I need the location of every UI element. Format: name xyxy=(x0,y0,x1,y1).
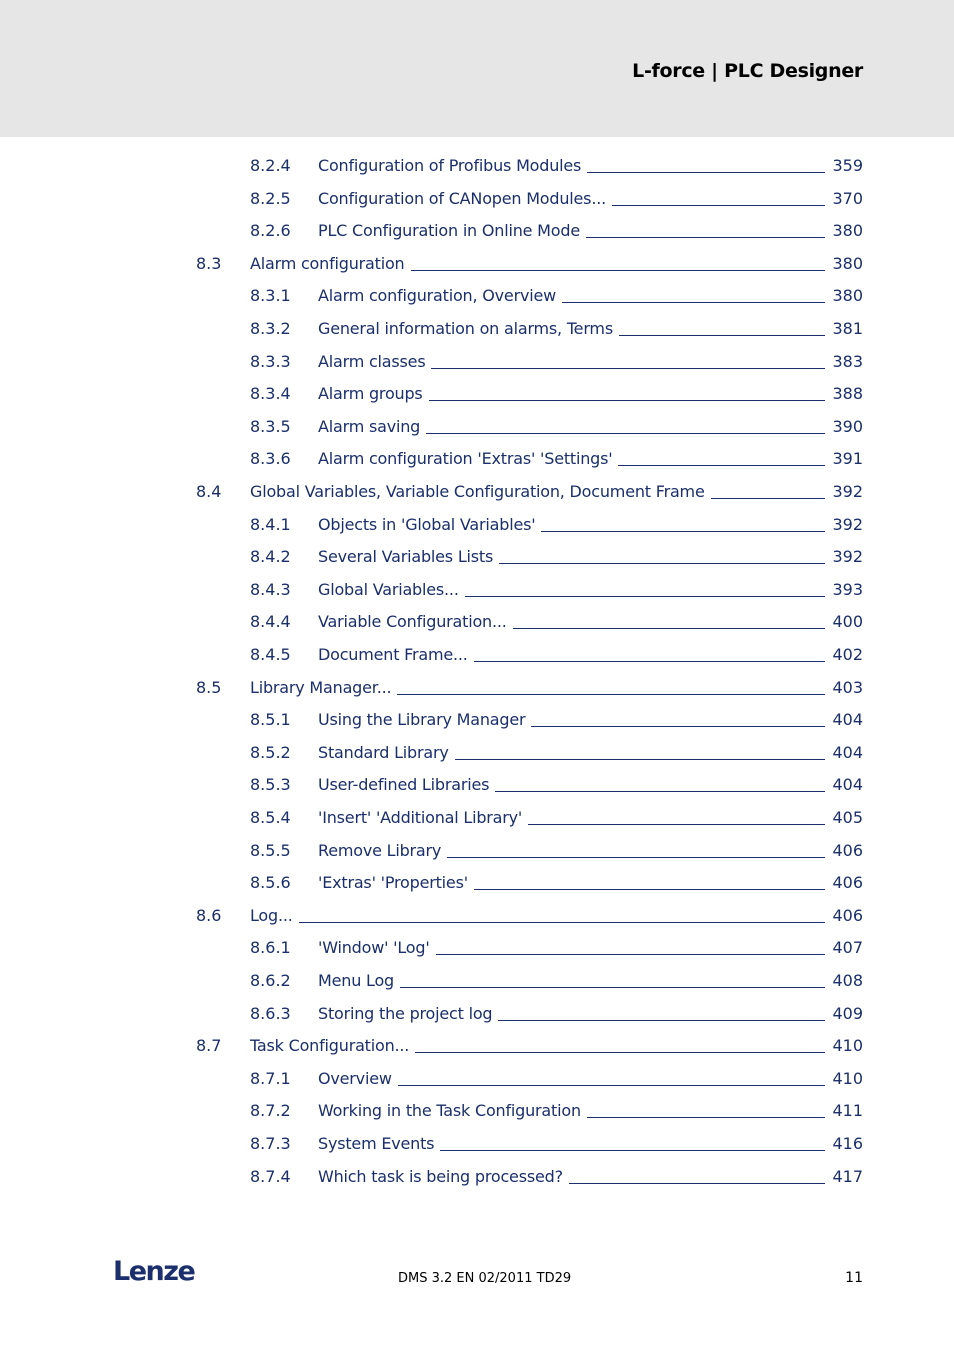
toc-entry-title: Variable Configuration... xyxy=(318,612,507,632)
toc-leader-line xyxy=(400,987,825,988)
toc-entry-number: 8.7.3 xyxy=(250,1134,291,1153)
toc-entry-page: 411 xyxy=(832,1101,863,1121)
toc-entry-title: Working in the Task Configuration xyxy=(318,1101,581,1121)
toc-entry-page: 402 xyxy=(832,645,863,664)
toc-entry-page: 381 xyxy=(832,319,863,338)
toc-entry-number: 8.4.2 xyxy=(250,547,291,567)
toc-entry-number: 8.2.5 xyxy=(250,188,291,208)
toc-entry-number: 8.3.4 xyxy=(250,384,291,404)
toc-entry-page: 404 xyxy=(832,710,863,730)
toc-entry-page: 400 xyxy=(832,612,863,632)
toc-entry[interactable] xyxy=(0,969,954,993)
toc-entry-title: Configuration of CANopen Modules... xyxy=(318,188,606,208)
toc-entry-title: Configuration of Profibus Modules xyxy=(318,156,582,175)
toc-entry[interactable] xyxy=(0,578,954,602)
toc-leader-line xyxy=(465,596,825,597)
toc-leader-line xyxy=(474,661,825,662)
toc-entry-title: Task Configuration... xyxy=(250,1036,410,1056)
toc-leader-line xyxy=(587,172,825,173)
toc-entry[interactable] xyxy=(0,610,954,634)
toc-entry-number: 8.3.3 xyxy=(250,351,291,371)
toc-leader-line xyxy=(495,791,825,792)
toc-leader-line xyxy=(398,1085,825,1086)
toc-entry-number: 8.4.3 xyxy=(250,579,291,599)
toc-entry-title: User-defined Libraries xyxy=(318,775,490,795)
toc-entry[interactable] xyxy=(0,382,954,406)
toc-entry-page: 404 xyxy=(832,775,863,795)
toc-entry[interactable] xyxy=(0,1067,954,1091)
toc-entry[interactable] xyxy=(0,1034,954,1058)
toc-entry-page: 407 xyxy=(832,938,863,958)
page-header xyxy=(0,0,954,137)
toc-entry-page: 417 xyxy=(832,1166,863,1186)
toc-leader-line xyxy=(586,237,825,238)
toc-entry-page: 406 xyxy=(832,840,863,860)
toc-entry-title: Alarm saving xyxy=(318,416,421,436)
toc-leader-line xyxy=(429,400,825,401)
toc-leader-line xyxy=(415,1052,825,1053)
toc-leader-line xyxy=(455,759,825,760)
toc-entry[interactable] xyxy=(0,741,954,765)
page-number: 11 xyxy=(845,1270,863,1286)
toc-entry-page: 380 xyxy=(832,286,863,306)
toc-entry-title: Library Manager... xyxy=(250,677,392,697)
toc-entry[interactable] xyxy=(0,284,954,308)
toc-leader-line xyxy=(569,1183,825,1184)
toc-entry[interactable] xyxy=(0,219,954,243)
toc-entry-number: 8.7.1 xyxy=(250,1068,291,1088)
toc-entry-number: 8.4.1 xyxy=(250,514,291,534)
toc-leader-line xyxy=(618,465,825,466)
toc-entry[interactable] xyxy=(0,350,954,374)
toc-entry-title: 'Window' 'Log' xyxy=(318,938,430,958)
toc-entry[interactable] xyxy=(0,1132,954,1156)
toc-leader-line xyxy=(498,1020,825,1021)
toc-leader-line xyxy=(619,335,825,336)
toc-entry-number: 8.2.6 xyxy=(250,221,291,241)
toc-entry-number: 8.3.1 xyxy=(250,286,291,306)
toc-leader-line xyxy=(411,270,826,271)
toc-entry-page: 406 xyxy=(832,873,863,893)
toc-entry-number: 8.5.4 xyxy=(250,808,291,827)
toc-entry[interactable] xyxy=(0,415,954,439)
toc-entry-number: 8.5.6 xyxy=(250,873,291,893)
toc-entry-number: 8.6.1 xyxy=(250,938,291,958)
toc-leader-line xyxy=(499,563,825,564)
toc-entry[interactable] xyxy=(0,904,954,928)
toc-entry-title: Which task is being processed? xyxy=(318,1166,563,1186)
toc-entry-title: Alarm configuration, Overview xyxy=(318,286,556,306)
toc-entry-page: 383 xyxy=(832,351,863,371)
toc-entry-title: General information on alarms, Terms xyxy=(318,319,613,338)
toc-leader-line xyxy=(474,889,825,890)
toc-entry-page: 388 xyxy=(832,384,863,404)
toc-entry-title: Storing the project log xyxy=(318,1003,493,1023)
toc-entry[interactable] xyxy=(0,643,954,667)
toc-leader-line xyxy=(436,954,825,955)
toc-leader-line xyxy=(431,368,825,369)
toc-leader-line xyxy=(440,1150,825,1151)
toc-entry-page: 392 xyxy=(832,514,863,534)
toc-entry-number: 8.5.3 xyxy=(250,775,291,795)
toc-entry-title: Standard Library xyxy=(318,742,449,762)
toc-entry-title: Document Frame... xyxy=(318,645,468,664)
toc-entry-number: 8.6 xyxy=(196,905,222,925)
toc-entry-title: Global Variables... xyxy=(318,579,459,599)
toc-entry[interactable] xyxy=(0,154,954,178)
toc-entry-title: Overview xyxy=(318,1068,392,1088)
header-title: L-force | PLC Designer xyxy=(632,60,863,82)
toc-leader-line xyxy=(612,205,825,206)
toc-entry-page: 359 xyxy=(832,156,863,175)
toc-entry-number: 8.5.1 xyxy=(250,710,291,730)
toc-entry-title: Remove Library xyxy=(318,840,442,860)
toc-entry-page: 380 xyxy=(832,221,863,241)
toc-leader-line xyxy=(531,726,825,727)
toc-entry[interactable] xyxy=(0,447,954,471)
document-id: DMS 3.2 EN 02/2011 TD29 xyxy=(398,1271,572,1286)
toc-leader-line xyxy=(528,824,825,825)
toc-entry-title: Global Variables, Variable Configuration, Document Frame xyxy=(250,482,705,501)
toc-entry-page: 410 xyxy=(832,1068,863,1088)
toc-entry-page: 406 xyxy=(832,905,863,925)
toc-entry-title: 'Extras' 'Properties' xyxy=(318,873,468,893)
toc-entry-number: 8.5.5 xyxy=(250,840,291,860)
toc-entry-title: Menu Log xyxy=(318,971,394,990)
toc-entry-title: Log... xyxy=(250,905,293,925)
toc-entry-title: 'Insert' 'Additional Library' xyxy=(318,808,523,827)
toc-entry-title: Alarm groups xyxy=(318,384,423,404)
toc-entry-number: 8.5.2 xyxy=(250,742,291,762)
toc-entry-title: Alarm classes xyxy=(318,351,426,371)
toc-entry[interactable] xyxy=(0,480,954,504)
toc-entry-title: Using the Library Manager xyxy=(318,710,526,730)
toc-entry-title: System Events xyxy=(318,1134,435,1153)
toc-entry-page: 408 xyxy=(832,971,863,990)
toc-entry-number: 8.5 xyxy=(196,677,222,697)
toc-entry-number: 8.2.4 xyxy=(250,156,291,175)
toc-entry-page: 416 xyxy=(832,1134,863,1153)
toc-entry-page: 370 xyxy=(832,188,863,208)
toc-leader-line xyxy=(513,628,825,629)
toc-entry[interactable] xyxy=(0,708,954,732)
toc-entry-page: 403 xyxy=(832,677,863,697)
toc-entry-number: 8.6.2 xyxy=(250,971,291,990)
lenze-logo: Lenze xyxy=(113,1256,195,1287)
toc-entry-number: 8.7.2 xyxy=(250,1101,291,1121)
toc-entry-number: 8.4 xyxy=(196,482,222,501)
toc-leader-line xyxy=(541,531,825,532)
toc-entry-page: 392 xyxy=(832,547,863,567)
toc-entry-page: 392 xyxy=(832,482,863,501)
toc-entry-page: 410 xyxy=(832,1036,863,1056)
toc-entry-title: Objects in 'Global Variables' xyxy=(318,514,536,534)
toc-entry-page: 404 xyxy=(832,742,863,762)
toc-entry-number: 8.6.3 xyxy=(250,1003,291,1023)
toc-entry-number: 8.3 xyxy=(196,253,222,273)
toc-entry[interactable] xyxy=(0,1002,954,1026)
toc-entry-number: 8.3.2 xyxy=(250,319,291,338)
toc-entry-number: 8.7.4 xyxy=(250,1166,291,1186)
toc-leader-line xyxy=(397,694,825,695)
toc-entry[interactable] xyxy=(0,187,954,211)
toc-entry-title: Several Variables Lists xyxy=(318,547,494,567)
toc-entry-page: 409 xyxy=(832,1003,863,1023)
toc-leader-line xyxy=(562,302,825,303)
toc-entry-page: 390 xyxy=(832,416,863,436)
toc-entry[interactable] xyxy=(0,839,954,863)
toc-entry[interactable] xyxy=(0,1165,954,1189)
toc-leader-line xyxy=(587,1117,825,1118)
toc-entry-page: 405 xyxy=(832,808,863,827)
toc-entry-number: 8.4.5 xyxy=(250,645,291,664)
toc-entry[interactable] xyxy=(0,317,954,341)
toc-entry-title: PLC Configuration in Online Mode xyxy=(318,221,580,241)
toc-entry[interactable] xyxy=(0,1099,954,1123)
toc-entry-title: Alarm configuration 'Extras' 'Settings' xyxy=(318,449,613,469)
toc-entry-page: 391 xyxy=(832,449,863,469)
toc-entry[interactable] xyxy=(0,545,954,569)
toc-entry-number: 8.3.6 xyxy=(250,449,291,469)
toc-entry-number: 8.7 xyxy=(196,1036,222,1056)
toc-entry[interactable] xyxy=(0,676,954,700)
toc-leader-line xyxy=(447,857,825,858)
toc-entry[interactable] xyxy=(0,773,954,797)
toc-entry[interactable] xyxy=(0,871,954,895)
toc-entry-number: 8.3.5 xyxy=(250,416,291,436)
toc-entry[interactable] xyxy=(0,806,954,830)
toc-entry-title: Alarm configuration xyxy=(250,253,405,273)
toc-leader-line xyxy=(711,498,825,499)
toc-leader-line xyxy=(299,922,825,923)
toc-entry-number: 8.4.4 xyxy=(250,612,291,632)
toc-leader-line xyxy=(426,433,825,434)
toc-entry[interactable] xyxy=(0,513,954,537)
toc-entry-page: 393 xyxy=(832,579,863,599)
toc-entry-page: 380 xyxy=(832,253,863,273)
toc-entry[interactable] xyxy=(0,936,954,960)
toc-entry[interactable] xyxy=(0,252,954,276)
